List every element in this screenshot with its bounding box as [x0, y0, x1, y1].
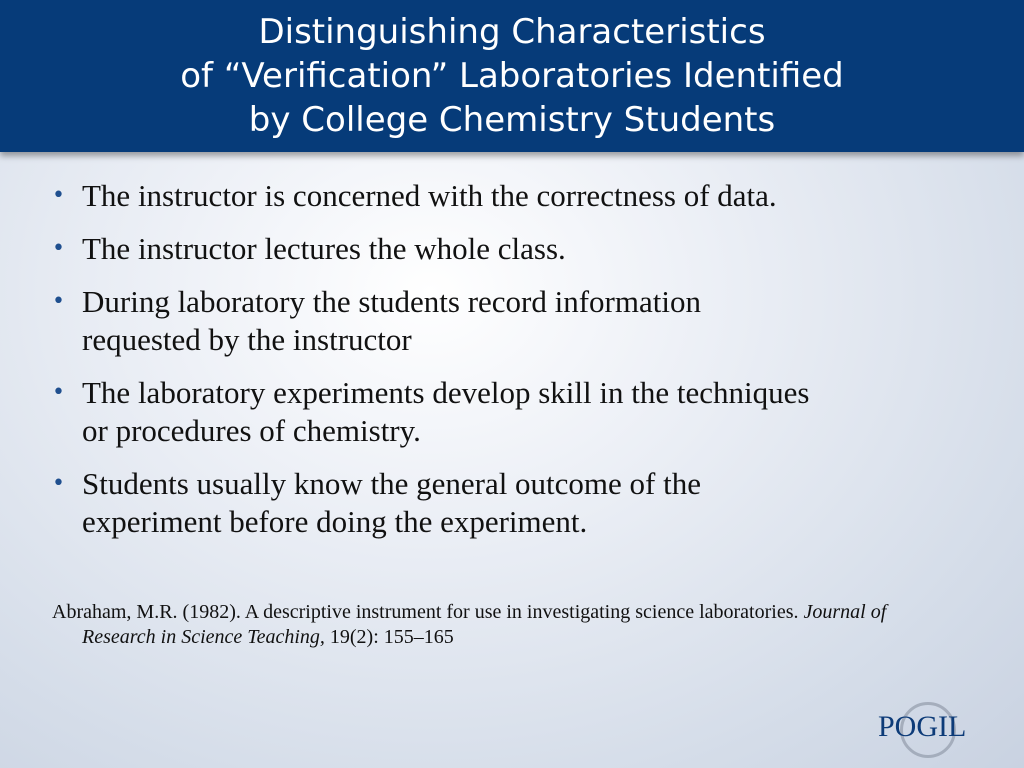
bullet-icon: •	[52, 183, 65, 208]
bullet-icon: •	[52, 236, 65, 261]
bullet-icon: •	[52, 289, 65, 314]
bullet-line: experiment before doing the experiment.	[82, 504, 588, 539]
bullet-icon: •	[52, 380, 65, 405]
title-line-1: Distinguishing Characteristics	[258, 12, 766, 52]
title-line-3: by College Chemistry Students	[248, 100, 776, 140]
bullet-line: or procedures of chemistry.	[82, 413, 421, 448]
bullet-line: The laboratory experiments develop skill in the techniques	[82, 375, 810, 410]
bullet-list	[52, 177, 992, 556]
citation-journal: Journal of Research in Science Teaching,	[82, 601, 887, 648]
bullet-icon: •	[52, 471, 65, 496]
bullet-item	[52, 230, 992, 268]
citation-text: Abraham, M.R. (1982). A descriptive instrument for use in investigating science laboratories.	[52, 601, 804, 623]
bullet-item	[52, 283, 992, 359]
bullet-item	[52, 374, 992, 450]
bullet-line: The instructor lectures the whole class.	[82, 231, 566, 266]
citation	[52, 600, 952, 650]
slide-title	[180, 10, 844, 142]
title-bar	[0, 0, 1024, 152]
bullet-line: The instructor is concerned with the correctness of data.	[82, 178, 777, 213]
pogil-logo	[872, 698, 982, 758]
bullet-line: During laboratory the students record information	[82, 284, 701, 319]
bullet-item	[52, 177, 992, 215]
citation-issue: 19(2): 155–165	[324, 626, 454, 648]
title-line-2: of “Verification” Laboratories Identified	[180, 56, 844, 96]
bullet-item	[52, 465, 992, 541]
logo-text: POGIL	[878, 710, 967, 743]
bullet-line: Students usually know the general outcome of the	[82, 466, 702, 501]
bullet-line: requested by the instructor	[82, 322, 412, 357]
